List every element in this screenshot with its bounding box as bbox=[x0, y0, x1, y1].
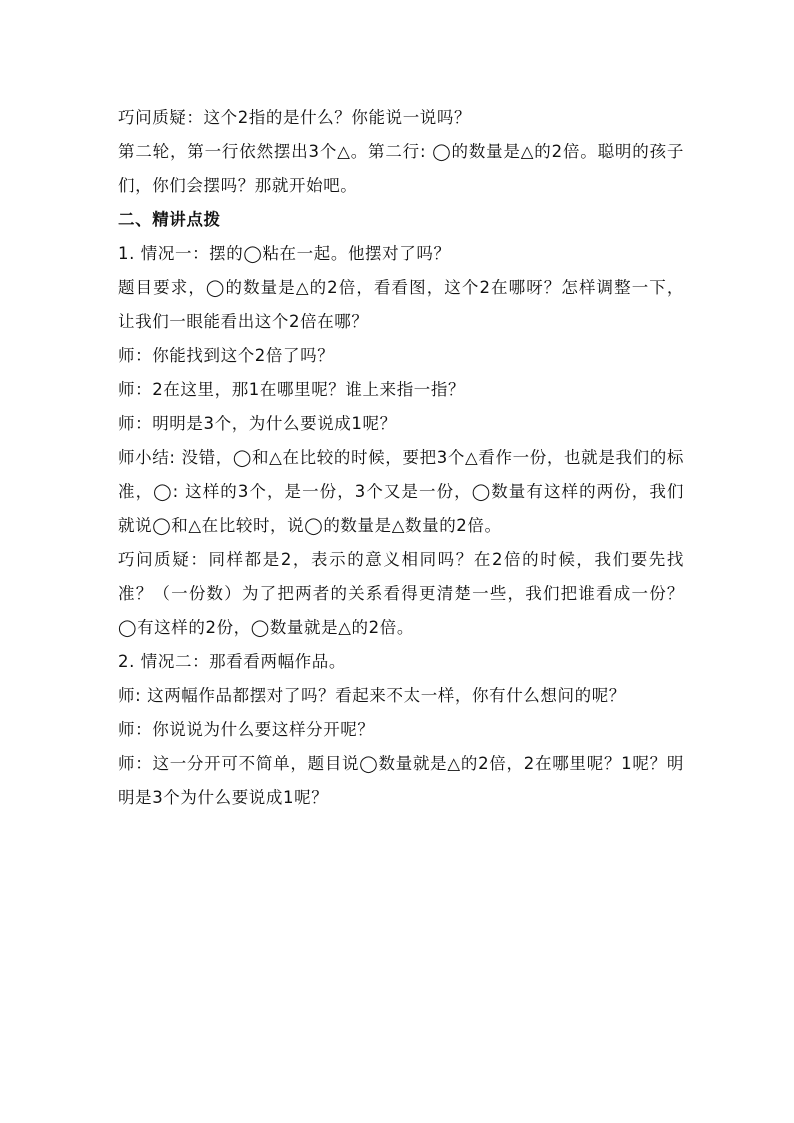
second-round-paragraph: 第二轮，第一行依然摆出3个△。第二行: ◯的数量是△的2倍。聪明的孩子们，你们会摆吗？那就开始吧。 bbox=[118, 142, 684, 195]
teacher-line-6: 师：这一分开可不简单，题目说◯数量就是△的2倍，2在哪里呢？1呢？明明是3个为什么要说成1呢？ bbox=[118, 754, 684, 807]
teacher-summary-paragraph: 师小结: 没错，◯和△在比较的时候，要把3个△看作一份，也就是我们的标准，◯: 这样的3个，是一份，3个又是一份，◯数量有这样的两份，我们就说◯和△在比较时，说◯的数量是△数量的2倍。 bbox=[118, 448, 684, 535]
teacher-line-4: 师: 这两幅作品都摆对了吗？看起来不太一样，你有什么想问的呢？ bbox=[118, 686, 626, 705]
teacher-line-3: 师：明明是3个，为什么要说成1呢？ bbox=[118, 414, 397, 433]
teacher-line-1: 师：你能找到这个2倍了吗？ bbox=[118, 346, 335, 365]
question-paragraph-2: 巧问质疑：同样都是2，表示的意义相同吗？在2倍的时候，我们要先找准？（一份数）为了把两者的关系看得更清楚一些，我们把谁看成一份？◯有这样的2份，◯数量就是△的2倍。 bbox=[118, 550, 684, 637]
teacher-line-2: 师：2在这里，那1在哪里呢？谁上来指一指？ bbox=[118, 380, 466, 399]
teacher-line-5: 师：你说说为什么要这样分开呢？ bbox=[118, 720, 375, 739]
document-body bbox=[118, 101, 684, 815]
question-paragraph-1: 巧问质疑：这个2指的是什么？你能说一说吗？ bbox=[118, 108, 472, 127]
case-one-paragraph: 1. 情况一：摆的◯粘在一起。他摆对了吗？ bbox=[118, 244, 451, 263]
task-requirement-paragraph: 题目要求，◯的数量是△的2倍，看看图，这个2在哪呀？怎样调整一下，让我们一眼能看出这个2倍在哪？ bbox=[118, 278, 684, 331]
section-heading: 二、精讲点拨 bbox=[118, 210, 221, 229]
case-two-paragraph: 2. 情况二：那看看两幅作品。 bbox=[118, 652, 346, 671]
